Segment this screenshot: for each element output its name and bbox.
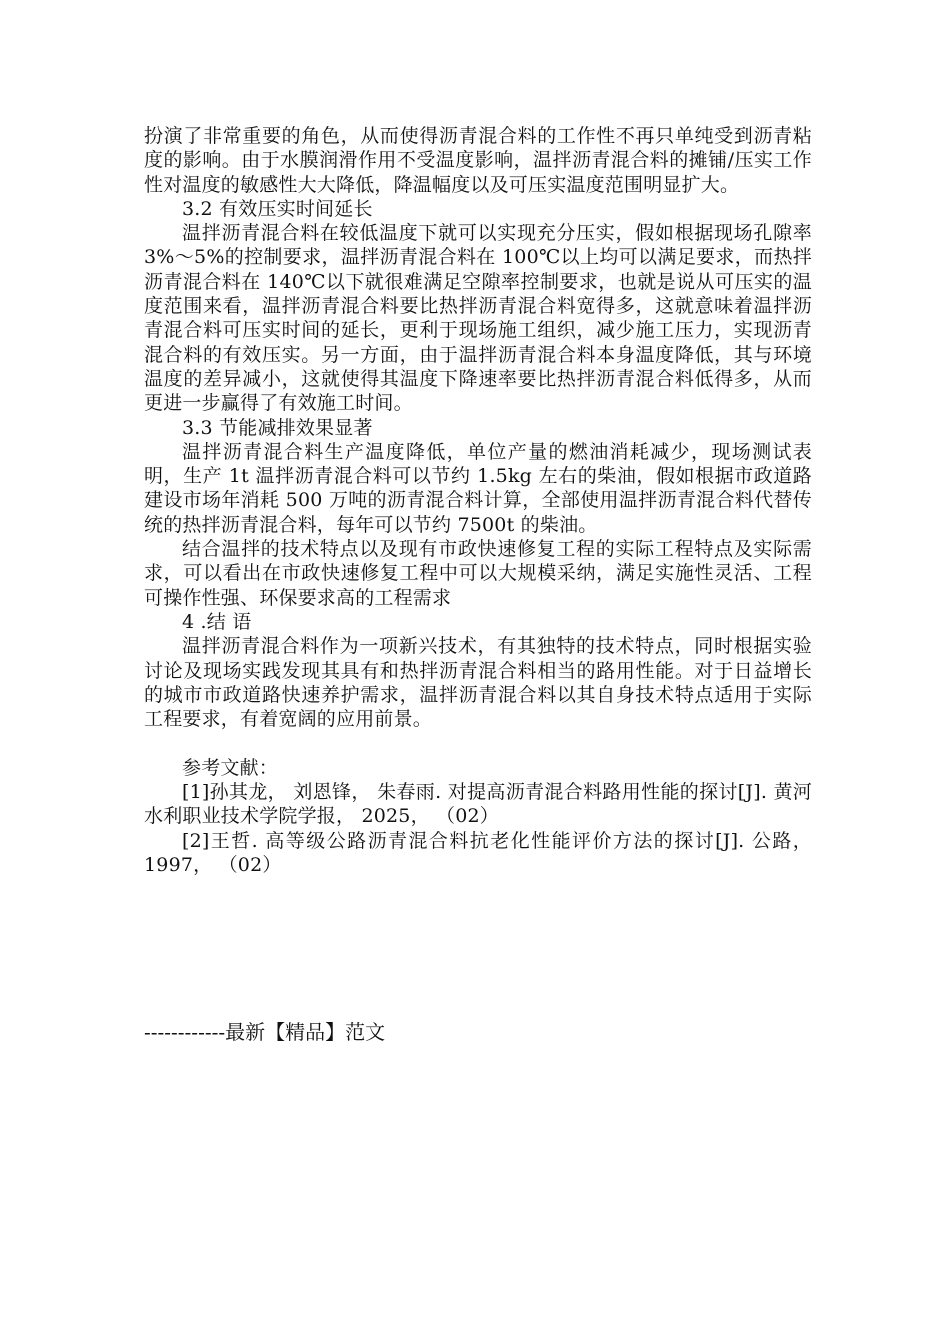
- footer-banner: ------------最新【精品】范文: [144, 1020, 386, 1044]
- paragraph-energy-saving: 温拌沥青混合料生产温度降低，单位产量的燃油消耗减少，现场测试表明，生产 1t 温拌沥青混合料可以节约 1.5kg 左右的柴油，假如根据市政道路建设市场年消耗 500 万吨的沥青混合料计算，全部使用温拌沥青混合料代替传统的热拌沥青混合料，每年可以节约 7500t 的柴油。: [144, 440, 812, 536]
- document-body: [144, 124, 812, 877]
- spacer: [144, 731, 812, 755]
- paragraph-continuation: 扮演了非常重要的角色，从而使得沥青混合料的工作性不再只单纯受到沥青粘度的影响。由于水膜润滑作用不受温度影响，温拌沥青混合料的摊铺/压实工作性对温度的敏感性大大降低，降温幅度以及可压实温度范围明显扩大。: [144, 125, 812, 196]
- section-heading-3-2: 3.2 有效压实时间延长: [182, 197, 373, 220]
- reference-item: [2]王哲. 高等级公路沥青混合料抗老化性能评价方法的探讨[J]. 公路， 1997， （02）: [144, 829, 812, 876]
- references-heading: 参考文献：: [182, 756, 279, 779]
- paragraph-conclusion: 温拌沥青混合料作为一项新兴技术，有其独特的技术特点，同时根据实验讨论及现场实践发现其具有和热拌沥青混合料相当的路用性能。对于日益增长的城市市政道路快速养护需求，温拌沥青混合料以其自身技术特点适用于实际工程要求，有着宽阔的应用前景。: [144, 635, 812, 731]
- section-heading-3-3: 3.3 节能减排效果显著: [182, 416, 373, 439]
- reference-item: [1]孙其龙， 刘恩锋， 朱春雨. 对提高沥青混合料路用性能的探讨[J]. 黄河水利职业技术学院学报， 2025， （02）: [144, 781, 812, 828]
- paragraph-application: 结合温拌的技术特点以及现有市政快速修复工程的实际工程特点及实际需求，可以看出在市政快速修复工程中可以大规模采纳，满足实施性灵活、工程可操作性强、环保要求高的工程需求: [144, 538, 812, 609]
- paragraph-compaction-time: 温拌沥青混合料在较低温度下就可以实现充分压实，假如根据现场孔隙率 3%～5%的控制要求，温拌沥青混合料在 100℃以上均可以满足要求，而热拌沥青混合料在 140℃以下就很难满足空隙率控制要求，也就是说从可压实的温度范围来看，温拌沥青混合料要比热拌沥青混合料宽得多，这就意味着温拌沥青混合料可压实时间的延长，更利于现场施工组织，减少施工压力，实现沥青混合料的有效压实。另一方面，由于温拌沥青混合料本身温度降低，其与环境温度的差异减小，这就使得其温度下降速率要比热拌沥青混合料低得多，从而更进一步赢得了有效施工时间。: [144, 222, 812, 415]
- section-heading-conclusion: 4 .结 语: [182, 610, 252, 633]
